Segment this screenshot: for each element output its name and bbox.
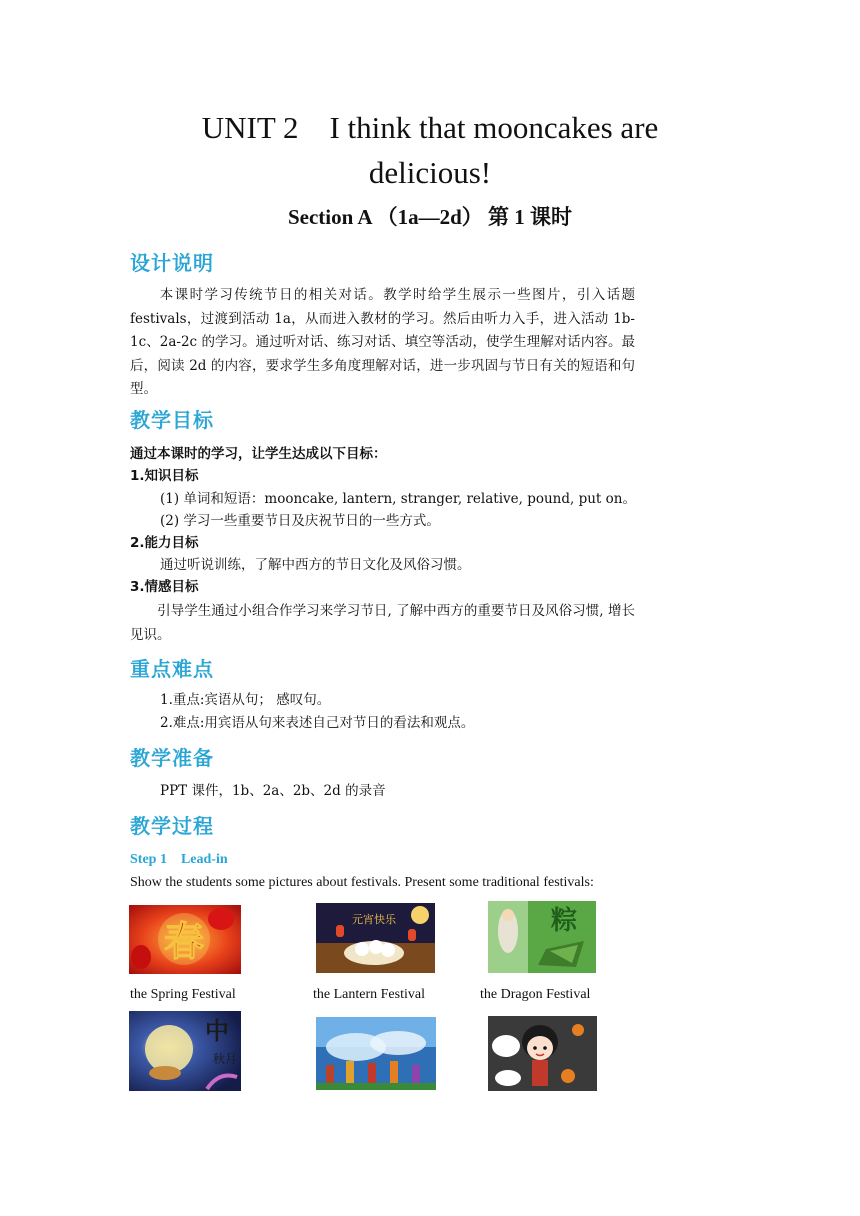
ability-item-1: 通过听说训练，了解中西方的节日文化及风俗习惯。 bbox=[160, 557, 471, 573]
key-point-2: 2.难点:用宾语从句来表述自己对节日的看法和观点。 bbox=[160, 715, 475, 731]
emotion-heading: 3.情感目标 bbox=[130, 579, 199, 595]
step-1-heading: Step 1 Lead-in bbox=[130, 852, 228, 867]
design-paragraph: 本课时学习传统节日的相关对话。教学时给学生展示一些图片，引入话题 festivals，过渡到活动 1a，从而进入教材的学习。然后由听力入手，进入活动 1b-1c、2a-2c 的学习。通过听对话、练习对话、填空等活动，使学生理解对话内容。最后，阅读 2d 的内容，要求学生多角度理解对话，进一步巩固与节日有关的短语和句型。 bbox=[130, 287, 635, 397]
spring-character: 春 bbox=[164, 918, 204, 965]
cartoon-girl-image bbox=[488, 1016, 597, 1091]
emotion-paragraph: 引导学生通过小组合作学习来学习节日, 了解中西方的重要节日及风俗习惯, 增长见识。 bbox=[130, 603, 635, 643]
ability-heading: 2.能力目标 bbox=[130, 535, 199, 551]
knowledge-heading: 1.知识目标 bbox=[130, 468, 199, 484]
step-1-text: Show the students some pictures about festivals. Present some traditional festivals: bbox=[130, 875, 594, 890]
lantern-festival-image bbox=[316, 903, 435, 973]
preparation-text: PPT 课件，1b、2a、2b、2d 的录音 bbox=[160, 783, 386, 799]
key-points-heading: 重点难点 bbox=[130, 657, 214, 681]
process-heading: 教学过程 bbox=[130, 814, 214, 838]
page-title-line-1: UNIT 2 I think that mooncakes are bbox=[201, 110, 659, 145]
mid-autumn-char-2: 秋月 bbox=[212, 1052, 238, 1066]
page-title-line-2: delicious! bbox=[368, 155, 492, 190]
dragon-festival-image bbox=[488, 901, 596, 973]
knowledge-item-2: (2) 学习一些重要节日及庆祝节日的一些方式。 bbox=[160, 513, 440, 529]
spring-festival-image bbox=[129, 905, 241, 974]
key-point-1: 1.重点:宾语从句； 感叹句。 bbox=[160, 692, 331, 708]
water-festival-image bbox=[316, 1017, 436, 1090]
design-heading: 设计说明 bbox=[130, 251, 214, 275]
mid-autumn-char-1: 中 bbox=[205, 1016, 229, 1045]
dragon-character: 粽 bbox=[550, 906, 578, 936]
objectives-heading: 教学目标 bbox=[130, 408, 214, 432]
preparation-heading: 教学准备 bbox=[130, 746, 214, 770]
lantern-caption-on-image: 元宵快乐 bbox=[352, 913, 396, 926]
caption-lantern-festival: the Lantern Festival bbox=[313, 987, 425, 1002]
objectives-intro: 通过本课时的学习，让学生达成以下目标： bbox=[130, 446, 387, 462]
knowledge-item-1: (1) 单词和短语：mooncake, lantern, stranger, relative, pound, put on。 bbox=[160, 491, 636, 507]
mid-autumn-image bbox=[129, 1011, 241, 1091]
page-subtitle: Section A （1a—2d） 第 1 课时 bbox=[287, 205, 573, 229]
caption-dragon-festival: the Dragon Festival bbox=[480, 987, 591, 1002]
caption-spring-festival: the Spring Festival bbox=[130, 987, 236, 1002]
